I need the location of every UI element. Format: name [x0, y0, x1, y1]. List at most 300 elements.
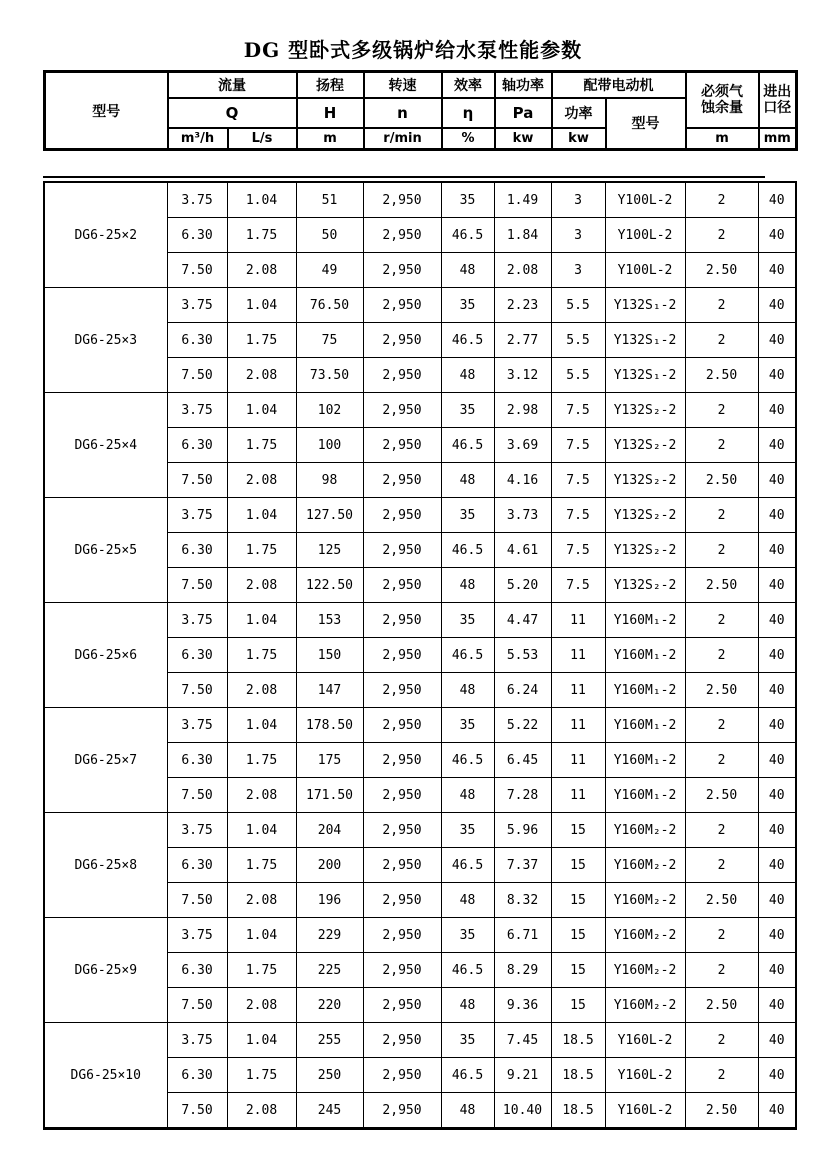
cell-flow-ls: 2.08 [227, 253, 296, 288]
cell-flow-ls: 1.75 [227, 743, 296, 778]
header-cell-head-unit: m [297, 128, 364, 150]
header-cell-flow-symbol: Q [168, 98, 297, 128]
cell-npsh-m: 2.50 [685, 1093, 758, 1129]
cell-shaft-power-kw: 7.28 [494, 778, 551, 813]
cell-efficiency-pct: 46.5 [441, 533, 494, 568]
cell-port-mm: 40 [758, 883, 796, 918]
cell-npsh-m: 2 [685, 848, 758, 883]
cell-port-mm: 40 [758, 603, 796, 638]
cell-efficiency-pct: 48 [441, 463, 494, 498]
cell-pump-model: DG6-25×5 [44, 498, 167, 603]
cell-flow-m3h: 3.75 [167, 918, 227, 953]
cell-motor-power-kw: 5.5 [551, 323, 605, 358]
cell-npsh-m: 2 [685, 1023, 758, 1058]
cell-motor-model: Y132S₁-2 [605, 288, 685, 323]
cell-speed-rpm: 2,950 [363, 638, 441, 673]
cell-shaft-power-kw: 8.32 [494, 883, 551, 918]
cell-port-mm: 40 [758, 323, 796, 358]
cell-port-mm: 40 [758, 1093, 796, 1129]
cell-motor-power-kw: 7.5 [551, 428, 605, 463]
table-row [44, 603, 796, 638]
cell-flow-ls: 2.08 [227, 988, 296, 1023]
header-cell-motor: 配带电动机 [552, 72, 686, 98]
cell-shaft-power-kw: 9.21 [494, 1058, 551, 1093]
cell-efficiency-pct: 46.5 [441, 1058, 494, 1093]
cell-speed-rpm: 2,950 [363, 568, 441, 603]
cell-speed-rpm: 2,950 [363, 533, 441, 568]
header-cell-speed: 转速 [364, 72, 442, 98]
cell-npsh-m: 2 [685, 813, 758, 848]
cell-motor-power-kw: 5.5 [551, 288, 605, 323]
cell-efficiency-pct: 46.5 [441, 953, 494, 988]
cell-motor-model: Y132S₂-2 [605, 463, 685, 498]
table-row [44, 393, 796, 428]
cell-flow-m3h: 6.30 [167, 953, 227, 988]
cell-shaft-power-kw: 1.84 [494, 218, 551, 253]
cell-flow-ls: 1.75 [227, 533, 296, 568]
pump-table-body [44, 182, 796, 1129]
cell-efficiency-pct: 35 [441, 918, 494, 953]
cell-motor-model: Y160L-2 [605, 1093, 685, 1129]
cell-npsh-m: 2 [685, 533, 758, 568]
cell-head-m: 127.50 [296, 498, 363, 533]
cell-shaft-power-kw: 5.22 [494, 708, 551, 743]
cell-head-m: 102 [296, 393, 363, 428]
cell-npsh-m: 2 [685, 393, 758, 428]
cell-flow-ls: 1.75 [227, 638, 296, 673]
cell-shaft-power-kw: 2.98 [494, 393, 551, 428]
cell-shaft-power-kw: 6.71 [494, 918, 551, 953]
cell-motor-power-kw: 7.5 [551, 568, 605, 603]
header-cell-port-unit: mm [759, 128, 797, 150]
cell-port-mm: 40 [758, 673, 796, 708]
cell-efficiency-pct: 35 [441, 182, 494, 218]
cell-head-m: 153 [296, 603, 363, 638]
cell-head-m: 147 [296, 673, 363, 708]
page-title: DG 型卧式多级锅炉给水泵性能参数 [243, 38, 583, 62]
cell-motor-model: Y160M₂-2 [605, 883, 685, 918]
cell-npsh-m: 2.50 [685, 463, 758, 498]
header-cell-shaft-power: 轴功率 [495, 72, 552, 98]
cell-pump-model: DG6-25×8 [44, 813, 167, 918]
cell-port-mm: 40 [758, 638, 796, 673]
cell-port-mm: 40 [758, 533, 796, 568]
cell-flow-m3h: 3.75 [167, 182, 227, 218]
cell-shaft-power-kw: 6.24 [494, 673, 551, 708]
cell-flow-m3h: 3.75 [167, 498, 227, 533]
cell-efficiency-pct: 46.5 [441, 428, 494, 463]
cell-speed-rpm: 2,950 [363, 708, 441, 743]
cell-head-m: 196 [296, 883, 363, 918]
cell-motor-power-kw: 15 [551, 848, 605, 883]
cell-npsh-m: 2 [685, 743, 758, 778]
cell-speed-rpm: 2,950 [363, 288, 441, 323]
cell-flow-ls: 1.75 [227, 1058, 296, 1093]
cell-head-m: 204 [296, 813, 363, 848]
cell-speed-rpm: 2,950 [363, 428, 441, 463]
table-row [44, 498, 796, 533]
cell-shaft-power-kw: 6.45 [494, 743, 551, 778]
header-cell-motor-power: 功率 [552, 98, 606, 128]
header-cell-shaft-power-symbol: Pa [495, 98, 552, 128]
cell-motor-model: Y160M₁-2 [605, 673, 685, 708]
cell-speed-rpm: 2,950 [363, 603, 441, 638]
cell-efficiency-pct: 35 [441, 288, 494, 323]
cell-head-m: 171.50 [296, 778, 363, 813]
header-cell-speed-symbol: n [364, 98, 442, 128]
cell-npsh-m: 2 [685, 182, 758, 218]
cell-flow-ls: 1.75 [227, 848, 296, 883]
cell-motor-model: Y132S₁-2 [605, 323, 685, 358]
table-row [44, 1023, 796, 1058]
cell-port-mm: 40 [758, 743, 796, 778]
cell-port-mm: 40 [758, 953, 796, 988]
cell-shaft-power-kw: 1.49 [494, 182, 551, 218]
cell-speed-rpm: 2,950 [363, 848, 441, 883]
cell-motor-model: Y160L-2 [605, 1058, 685, 1093]
cell-npsh-m: 2 [685, 918, 758, 953]
cell-head-m: 98 [296, 463, 363, 498]
cell-speed-rpm: 2,950 [363, 813, 441, 848]
cell-flow-m3h: 7.50 [167, 1093, 227, 1129]
cell-flow-ls: 2.08 [227, 463, 296, 498]
cell-port-mm: 40 [758, 358, 796, 393]
cell-motor-model: Y160M₂-2 [605, 848, 685, 883]
cell-head-m: 125 [296, 533, 363, 568]
header-cell-npsh [686, 72, 759, 128]
cell-efficiency-pct: 35 [441, 708, 494, 743]
cell-motor-power-kw: 18.5 [551, 1023, 605, 1058]
cell-head-m: 178.50 [296, 708, 363, 743]
cell-flow-ls: 2.08 [227, 883, 296, 918]
cell-head-m: 175 [296, 743, 363, 778]
cell-motor-power-kw: 15 [551, 953, 605, 988]
cell-efficiency-pct: 46.5 [441, 848, 494, 883]
cell-speed-rpm: 2,950 [363, 1023, 441, 1058]
cell-npsh-m: 2.50 [685, 253, 758, 288]
cell-npsh-m: 2.50 [685, 988, 758, 1023]
cell-motor-power-kw: 15 [551, 988, 605, 1023]
cell-port-mm: 40 [758, 918, 796, 953]
cell-port-mm: 40 [758, 988, 796, 1023]
cell-pump-model: DG6-25×2 [44, 182, 167, 288]
cell-head-m: 50 [296, 218, 363, 253]
cell-port-mm: 40 [758, 182, 796, 218]
cell-speed-rpm: 2,950 [363, 953, 441, 988]
cell-efficiency-pct: 35 [441, 1023, 494, 1058]
cell-efficiency-pct: 35 [441, 498, 494, 533]
cell-flow-ls: 1.04 [227, 918, 296, 953]
header-cell-efficiency-symbol: η [442, 98, 495, 128]
cell-motor-model: Y160M₂-2 [605, 813, 685, 848]
cell-head-m: 250 [296, 1058, 363, 1093]
cell-port-mm: 40 [758, 463, 796, 498]
cell-head-m: 225 [296, 953, 363, 988]
cell-efficiency-pct: 48 [441, 1093, 494, 1129]
cell-port-mm: 40 [758, 288, 796, 323]
cell-speed-rpm: 2,950 [363, 253, 441, 288]
cell-speed-rpm: 2,950 [363, 323, 441, 358]
cell-head-m: 122.50 [296, 568, 363, 603]
cell-motor-model: Y132S₁-2 [605, 358, 685, 393]
header-cell-efficiency: 效率 [442, 72, 495, 98]
cell-shaft-power-kw: 4.61 [494, 533, 551, 568]
header-cell-pump-model: 型号 [45, 72, 168, 150]
table-row [44, 288, 796, 323]
cell-motor-power-kw: 7.5 [551, 533, 605, 568]
cell-flow-ls: 2.08 [227, 1093, 296, 1129]
cell-flow-m3h: 7.50 [167, 568, 227, 603]
cell-speed-rpm: 2,950 [363, 218, 441, 253]
cell-motor-power-kw: 11 [551, 743, 605, 778]
pump-performance-table [43, 181, 797, 1130]
cell-speed-rpm: 2,950 [363, 778, 441, 813]
cell-motor-model: Y100L-2 [605, 182, 685, 218]
cell-flow-ls: 1.04 [227, 498, 296, 533]
cell-head-m: 73.50 [296, 358, 363, 393]
cell-motor-power-kw: 18.5 [551, 1058, 605, 1093]
cell-flow-ls: 1.04 [227, 813, 296, 848]
cell-efficiency-pct: 46.5 [441, 743, 494, 778]
cell-motor-model: Y132S₂-2 [605, 568, 685, 603]
cell-npsh-m: 2.50 [685, 778, 758, 813]
header-cell-motor-model: 型号 [606, 98, 686, 150]
cell-head-m: 49 [296, 253, 363, 288]
cell-flow-ls: 2.08 [227, 778, 296, 813]
cell-head-m: 51 [296, 182, 363, 218]
table-row [44, 708, 796, 743]
cell-efficiency-pct: 48 [441, 883, 494, 918]
header-cell-flow-unit-ls: L/s [228, 128, 297, 150]
cell-motor-model: Y160M₁-2 [605, 603, 685, 638]
cell-motor-model: Y160M₂-2 [605, 953, 685, 988]
cell-flow-m3h: 7.50 [167, 253, 227, 288]
cell-flow-m3h: 6.30 [167, 533, 227, 568]
header-cell-flow-unit-m3h: m³/h [168, 128, 228, 150]
cell-npsh-m: 2 [685, 603, 758, 638]
header-cell-flow: 流量 [168, 72, 297, 98]
cell-motor-power-kw: 11 [551, 673, 605, 708]
cell-shaft-power-kw: 3.69 [494, 428, 551, 463]
cell-motor-power-kw: 18.5 [551, 1093, 605, 1129]
cell-port-mm: 40 [758, 1023, 796, 1058]
cell-head-m: 245 [296, 1093, 363, 1129]
cell-efficiency-pct: 35 [441, 393, 494, 428]
cell-npsh-m: 2 [685, 708, 758, 743]
table-row [44, 918, 796, 953]
header-cell-head-symbol: H [297, 98, 364, 128]
cell-head-m: 150 [296, 638, 363, 673]
cell-shaft-power-kw: 3.73 [494, 498, 551, 533]
cell-efficiency-pct: 46.5 [441, 323, 494, 358]
cell-pump-model: DG6-25×7 [44, 708, 167, 813]
cell-speed-rpm: 2,950 [363, 463, 441, 498]
cell-port-mm: 40 [758, 778, 796, 813]
cell-shaft-power-kw: 8.29 [494, 953, 551, 988]
cell-npsh-m: 2 [685, 953, 758, 988]
cell-efficiency-pct: 46.5 [441, 218, 494, 253]
cell-motor-power-kw: 11 [551, 708, 605, 743]
cell-efficiency-pct: 46.5 [441, 638, 494, 673]
cell-flow-ls: 1.04 [227, 288, 296, 323]
cell-shaft-power-kw: 5.20 [494, 568, 551, 603]
cell-port-mm: 40 [758, 1058, 796, 1093]
cell-efficiency-pct: 35 [441, 813, 494, 848]
cell-speed-rpm: 2,950 [363, 358, 441, 393]
cell-efficiency-pct: 35 [441, 603, 494, 638]
cell-flow-m3h: 3.75 [167, 393, 227, 428]
cell-efficiency-pct: 48 [441, 988, 494, 1023]
cell-shaft-power-kw: 10.40 [494, 1093, 551, 1129]
cell-motor-power-kw: 3 [551, 218, 605, 253]
cell-speed-rpm: 2,950 [363, 988, 441, 1023]
cell-efficiency-pct: 48 [441, 253, 494, 288]
header-row-1 [45, 72, 797, 98]
cell-flow-m3h: 7.50 [167, 463, 227, 498]
cell-motor-model: Y160M₁-2 [605, 708, 685, 743]
cell-flow-ls: 1.75 [227, 428, 296, 463]
cell-npsh-m: 2 [685, 638, 758, 673]
cell-npsh-m: 2.50 [685, 883, 758, 918]
cell-flow-m3h: 7.50 [167, 883, 227, 918]
cell-pump-model: DG6-25×4 [44, 393, 167, 498]
cell-shaft-power-kw: 2.23 [494, 288, 551, 323]
cell-motor-power-kw: 15 [551, 883, 605, 918]
cell-motor-power-kw: 7.5 [551, 393, 605, 428]
cell-flow-m3h: 3.75 [167, 708, 227, 743]
cell-flow-ls: 1.04 [227, 603, 296, 638]
cell-port-mm: 40 [758, 848, 796, 883]
cell-npsh-m: 2 [685, 498, 758, 533]
cell-flow-m3h: 3.75 [167, 1023, 227, 1058]
cell-motor-model: Y160M₁-2 [605, 778, 685, 813]
cell-port-mm: 40 [758, 428, 796, 463]
cell-efficiency-pct: 48 [441, 358, 494, 393]
cell-flow-m3h: 7.50 [167, 778, 227, 813]
cell-motor-model: Y160M₂-2 [605, 918, 685, 953]
cell-port-mm: 40 [758, 498, 796, 533]
cell-shaft-power-kw: 5.53 [494, 638, 551, 673]
port-label-line2: 口径 [763, 99, 792, 116]
cell-flow-m3h: 6.30 [167, 743, 227, 778]
cell-speed-rpm: 2,950 [363, 743, 441, 778]
cell-pump-model: DG6-25×3 [44, 288, 167, 393]
cell-speed-rpm: 2,950 [363, 393, 441, 428]
cell-flow-m3h: 6.30 [167, 218, 227, 253]
cell-motor-power-kw: 3 [551, 253, 605, 288]
cell-motor-power-kw: 15 [551, 918, 605, 953]
cell-motor-power-kw: 3 [551, 182, 605, 218]
cell-speed-rpm: 2,950 [363, 1093, 441, 1129]
cell-npsh-m: 2 [685, 1058, 758, 1093]
cell-flow-m3h: 6.30 [167, 1058, 227, 1093]
cell-motor-power-kw: 15 [551, 813, 605, 848]
cell-shaft-power-kw: 4.47 [494, 603, 551, 638]
pump-table-header [43, 70, 798, 151]
cell-motor-power-kw: 11 [551, 603, 605, 638]
cell-motor-model: Y132S₂-2 [605, 533, 685, 568]
cell-port-mm: 40 [758, 708, 796, 743]
cell-speed-rpm: 2,950 [363, 1058, 441, 1093]
cell-flow-m3h: 3.75 [167, 288, 227, 323]
cell-speed-rpm: 2,950 [363, 918, 441, 953]
cell-head-m: 200 [296, 848, 363, 883]
cell-pump-model: DG6-25×6 [44, 603, 167, 708]
cell-shaft-power-kw: 7.45 [494, 1023, 551, 1058]
cell-shaft-power-kw: 5.96 [494, 813, 551, 848]
cell-motor-power-kw: 11 [551, 778, 605, 813]
header-cell-shaft-power-unit: kw [495, 128, 552, 150]
cell-flow-ls: 1.75 [227, 218, 296, 253]
table-row [44, 182, 796, 218]
cell-pump-model: DG6-25×9 [44, 918, 167, 1023]
cell-port-mm: 40 [758, 393, 796, 428]
cell-flow-m3h: 7.50 [167, 988, 227, 1023]
cell-flow-ls: 2.08 [227, 358, 296, 393]
cell-shaft-power-kw: 2.08 [494, 253, 551, 288]
cell-port-mm: 40 [758, 568, 796, 603]
header-cell-motor-power-unit: kw [552, 128, 606, 150]
cell-npsh-m: 2 [685, 218, 758, 253]
cell-efficiency-pct: 48 [441, 673, 494, 708]
cell-flow-m3h: 7.50 [167, 673, 227, 708]
cell-speed-rpm: 2,950 [363, 498, 441, 533]
cell-head-m: 220 [296, 988, 363, 1023]
table-row [44, 813, 796, 848]
cell-shaft-power-kw: 2.77 [494, 323, 551, 358]
cell-motor-model: Y132S₂-2 [605, 393, 685, 428]
cell-motor-model: Y132S₂-2 [605, 428, 685, 463]
cell-shaft-power-kw: 3.12 [494, 358, 551, 393]
cell-npsh-m: 2.50 [685, 673, 758, 708]
cell-efficiency-pct: 48 [441, 778, 494, 813]
header-cell-port [759, 72, 797, 128]
body-table-top-rule [43, 176, 765, 178]
cell-motor-model: Y160M₁-2 [605, 743, 685, 778]
cell-motor-model: Y100L-2 [605, 253, 685, 288]
cell-npsh-m: 2.50 [685, 568, 758, 603]
cell-npsh-m: 2 [685, 323, 758, 358]
cell-head-m: 255 [296, 1023, 363, 1058]
cell-flow-m3h: 6.30 [167, 323, 227, 358]
cell-flow-m3h: 6.30 [167, 848, 227, 883]
header-cell-head: 扬程 [297, 72, 364, 98]
cell-motor-model: Y160M₁-2 [605, 638, 685, 673]
cell-flow-m3h: 6.30 [167, 638, 227, 673]
cell-flow-ls: 1.75 [227, 953, 296, 988]
cell-flow-m3h: 3.75 [167, 813, 227, 848]
cell-speed-rpm: 2,950 [363, 182, 441, 218]
header-cell-npsh-unit: m [686, 128, 759, 150]
cell-port-mm: 40 [758, 253, 796, 288]
cell-motor-model: Y160L-2 [605, 1023, 685, 1058]
cell-flow-ls: 1.04 [227, 182, 296, 218]
cell-speed-rpm: 2,950 [363, 673, 441, 708]
cell-motor-power-kw: 7.5 [551, 463, 605, 498]
cell-flow-m3h: 6.30 [167, 428, 227, 463]
cell-port-mm: 40 [758, 218, 796, 253]
cell-npsh-m: 2 [685, 288, 758, 323]
cell-efficiency-pct: 48 [441, 568, 494, 603]
cell-flow-ls: 1.75 [227, 323, 296, 358]
cell-motor-power-kw: 5.5 [551, 358, 605, 393]
cell-motor-model: Y132S₂-2 [605, 498, 685, 533]
cell-shaft-power-kw: 7.37 [494, 848, 551, 883]
cell-flow-m3h: 7.50 [167, 358, 227, 393]
cell-motor-power-kw: 7.5 [551, 498, 605, 533]
cell-head-m: 76.50 [296, 288, 363, 323]
cell-motor-model: Y160M₂-2 [605, 988, 685, 1023]
